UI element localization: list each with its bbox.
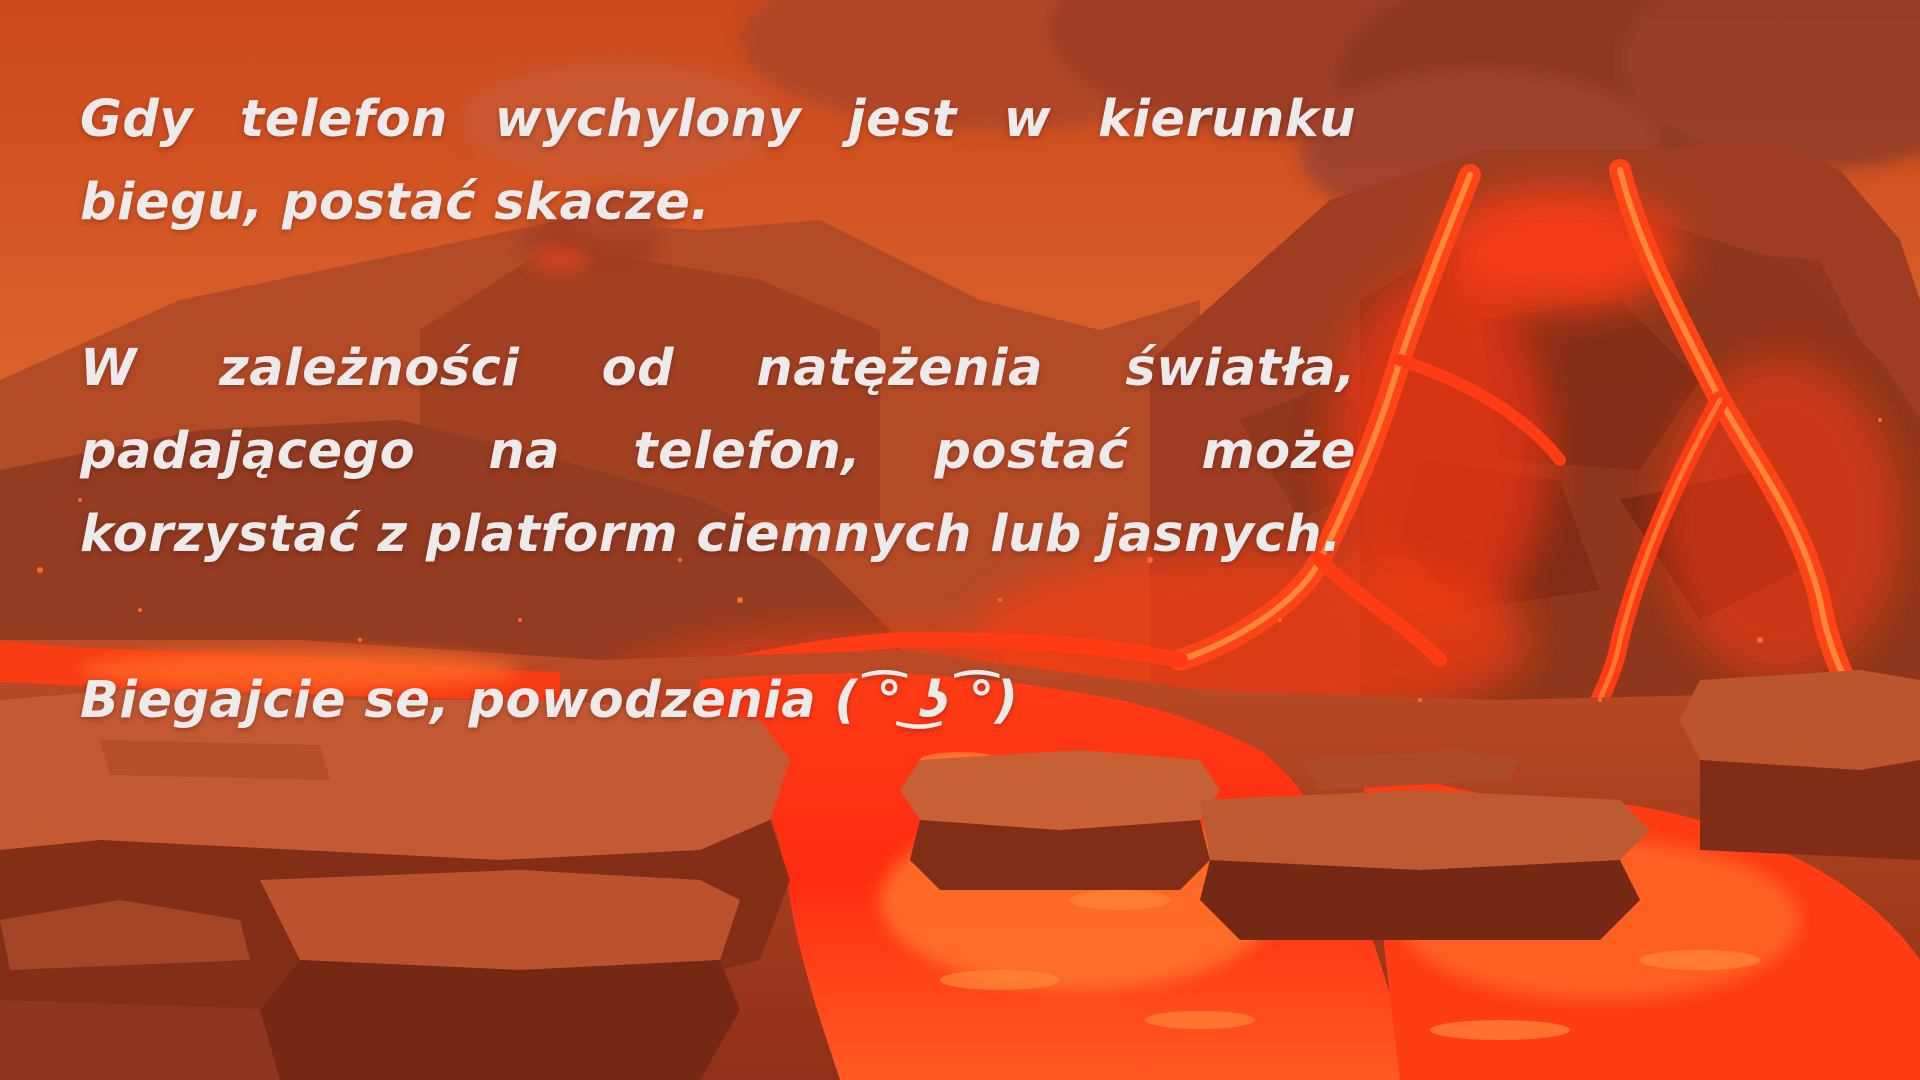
instructions-panel [80, 78, 1356, 742]
tilt-to-jump-instruction: Gdy telefon wychylony jest w kierunku biegu, postać skacze. [80, 90, 1356, 232]
good-luck-message: Biegajcie se, powodzenia ( ͡° ͜ʖ ͡°) [80, 671, 1019, 730]
light-platforms-instruction: W zależności od natężenia światła, padającego na telefon, postać może korzystać z platform ciemnych lub jasnych. [80, 339, 1356, 564]
